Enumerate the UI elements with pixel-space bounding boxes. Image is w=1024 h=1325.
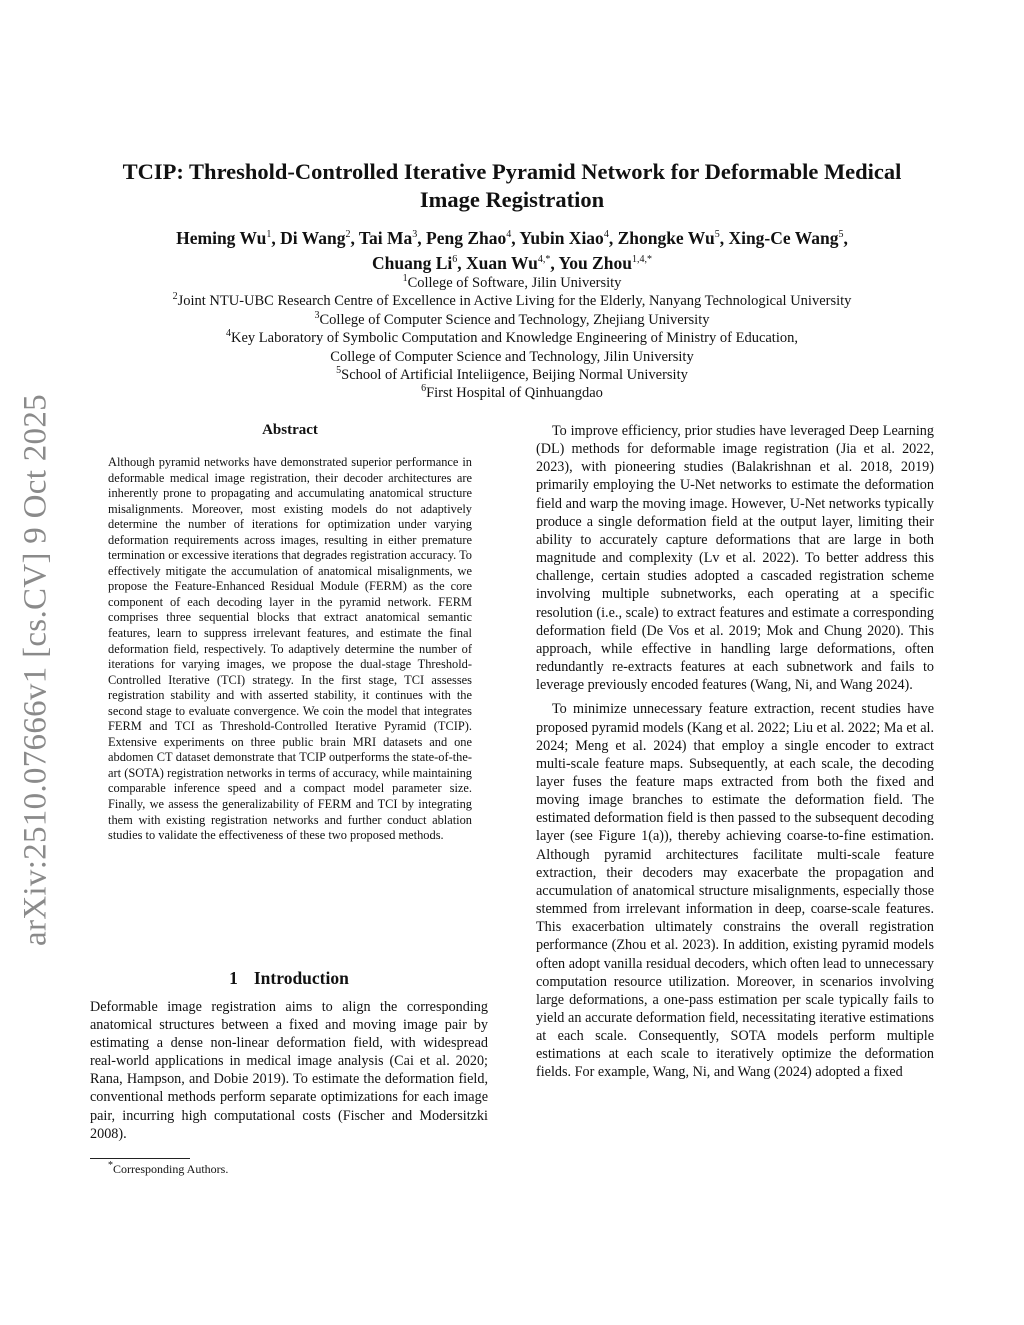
affiliation: $^5$School of Artificial Inteliigence, Beijing Normal University [336, 365, 688, 384]
author: Xuan $Wu^{4,*}$ [466, 253, 551, 273]
section-title: Introduction [253, 968, 349, 988]
intro-paragraph: Deformable image registration aims to align the corresponding anatomical structures between a fixed and moving image pair by estimating a dense non-linear deformation field, with widespread real-world applications in medical image analysis (Cai et al. 2020; Rana, Hampson, and Dobie 2019). To estimate the deformation field, conventional methods perform separate optimizations for each image pair, incurring high computational costs (Fischer and Modersitzki 2008). [90, 999, 488, 1142]
right-column [536, 422, 934, 1082]
author: Di Wang$^2$ [280, 228, 351, 248]
affiliation-list [90, 274, 934, 403]
author-list: Heming Wu$^1$, Di Wang$^2$, Tai Ma$^3$, Peng Zhao$^4$, Yubin Xiao$^4$, Zhongke Wu$^5$, Xing-Ce Wang$^5$, Chuang Li$^6$, Xuan $Wu^{4,*}$, You Zhou$^{1,4,*}$ [176, 228, 848, 273]
affiliation: $^3$College of Computer Science and Technology, Zhejiang University [314, 309, 710, 328]
section-number: 1 [229, 968, 238, 988]
affiliation: $^2$Joint NTU-UBC Research Centre of Excellence in Active Living for the Elderly, Nanyang Technological University [172, 291, 852, 310]
abstract-text: Although pyramid networks have demonstrated superior performance in deformable medical image registration, their decoder architectures are inherently prone to propagating and accumulating anatomical structure misalignments. Moreover, most existing models do not adaptively determine the number of iterations for optimization under varying deformation requirements across images, resulting in either premature termination or excessive iterations that degrades registration accuracy. To effectively mitigate the accumulation of anatomical misalignments, we propose the Feature-Enhanced Residual Module (FERM) as the core component of each decoding layer in the pyramid network. FERM comprises three sequential blocks that extract anatomical semantic features, learn to suppress irrelevant features, and estimate the final deformation field, respectively. To adaptively determine the number of iterations for varying images, we propose the dual-stage Threshold-Controlled Iterative (TCI) strategy. In the first stage, TCI assesses registration stability and with asserted stability, it continues with the second stage to evaluate convergence. We coin the model that integrates FERM and TCI as Threshold-Controlled Iterative Pyramid (TCIP). Extensive experiments on three public brain MRI datasets and one abdomen CT dataset demonstrate that TCIP outperforms the state-of-the-art (SOTA) registration networks in terms of accuracy, while maintaining comparable inference speed and a compact model parameter size. Finally, we assess the generalizability of FERM and TCI by integrating them with existing registration networks and further conduct ablation studies to validate the effectiveness of these two proposed methods. [108, 455, 472, 843]
author: Zhongke Wu$^5$ [617, 228, 720, 248]
footnote [108, 1162, 228, 1177]
body-paragraph: To minimize unnecessary feature extraction, recent studies have proposed pyramid models (Kang et al. 2022; Liu et al. 2022; Ma et al. 2024; Meng et al. 2024) that employ a single encoder to extract multi-scale feature maps. Subsequently, at each scale, the decoding layer fuses the feature maps extracted from both the fixed and moving image branches to estimate the deformation field. The estimated deformation field is then passed to the subsequent decoding layer (see Figure 1(a)), thereby achieving coarse-to-fine estimation. Although pyramid architectures facilitate multi-scale feature extraction, their decoders may exacerbate the propagation and accumulation of anatomical structure misalignments, especially those stemmed from irrelevant information in deep, coarse-scale features. This exacerbation ultimately constrains the overall registration performance (Zhou et al. 2023). In addition, existing pyramid models often adopt vanilla residual decoders, which often lead to unnecessary computation resource utilization. Moreover, in scenarios involving large deformations, a one-pass estimation per scale typically fails to yield an accurate deformation field, necessitating iterative estimations at each scale. Consequently, SOTA models perform multiple estimations at each scale to iteratively optimize the deformation fields. For example, Wang, Ni, and Wang (2024) adopted a fixed [536, 701, 934, 1081]
affiliation: $^1$College of Software, Jilin University [402, 273, 622, 291]
affiliation: $^6$First Hospital of Qinhuangdao [421, 383, 603, 402]
author: Yubin Xiao$^4$ [519, 228, 609, 248]
paper-title: TCIP: Threshold-Controlled Iterative Pyramid Network for Deformable Medical Image Registration [122, 159, 902, 212]
abstract-heading: Abstract [262, 422, 318, 438]
footnote-rule [90, 1158, 190, 1159]
affiliation: College of Computer Science and Technology, Jilin University [330, 348, 694, 365]
footnote-mark: * [108, 1160, 113, 1171]
author: Tai Ma$^3$ [358, 228, 418, 248]
arxiv-sidebar-stamp [6, 380, 66, 960]
author: Peng Zhao$^4$ [426, 228, 512, 248]
author: Chuang Li$^6$ [372, 253, 458, 273]
body-paragraph: To improve efficiency, prior studies have leveraged Deep Learning (DL) methods for deformable image registration (Jia et al. 2022, 2023), with pioneering studies (Balakrishnan et al. 2018, 2019) primarily employing the U-Net networks to estimate the deformation field and warp the moving image. However, U-Net networks typically produce a single deformation field at the output layer, limiting their ability to accurately capture deformations that are large in both magnitude and complexity (Lv et al. 2022). To better address this challenge, certain studies adopted a cascaded registration scheme involving multiple subnetworks, each operating at a specific resolution (i.e., scale) to extract features and estimate a corresponding deformation field (De Vos et al. 2019; Mok and Chung 2020). This approach, while effective in handling large deformations, often redundantly re-extracts features at each subnetwork and fails to leverage previously encoded features (Wang, Ni, and Wang 2024). [536, 423, 934, 694]
author: You Zhou$^{1,4,*}$ [558, 253, 652, 273]
arxiv-identifier: arXiv:2510.07666v1 [cs.CV] 9 Oct 2025 [17, 394, 54, 946]
author: Heming Wu$^1$ [176, 228, 272, 248]
footnote-text: Corresponding Authors. [113, 1162, 229, 1176]
affiliation: $^4$Key Laboratory of Symbolic Computation and Knowledge Engineering of Ministry of Education, [226, 328, 798, 347]
author: Xing-Ce Wang$^5$ [728, 228, 844, 248]
section-heading [90, 968, 488, 989]
